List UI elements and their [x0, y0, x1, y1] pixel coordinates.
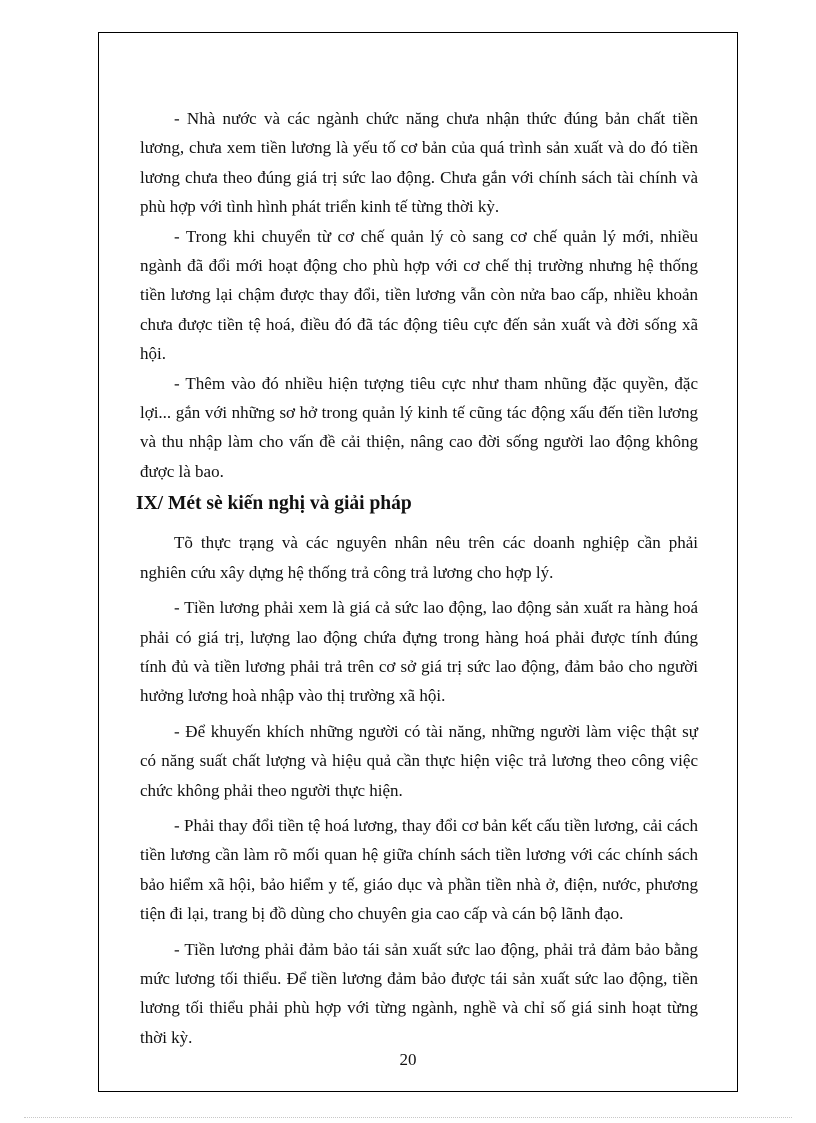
paragraph: Tõ thực trạng và các nguyên nhân nêu trên các doanh nghiệp cần phải nghiên cứu xây dựng hệ thống trả công trả lương cho hợp lý. — [140, 533, 698, 582]
section-heading: IX/ Mét sè kiến nghị và giải pháp — [136, 493, 412, 515]
bottom-divider — [24, 1117, 792, 1118]
document-body — [136, 104, 698, 1052]
paragraph: - Thêm vào đó nhiều hiện tượng tiêu cực như tham nhũng đặc quyền, đặc lợi... gắn với những sơ hở trong quản lý kinh tế cũng tác động xấu đến tiền lương và thu nhập làm cho vấn đề cải thiện, nâng cao đời sống người lao động không được là bao. — [140, 373, 698, 481]
page-number: 20 — [399, 1050, 417, 1069]
paragraph: - Nhà nước và các ngành chức năng chưa nhận thức đúng bản chất tiền lương, chưa xem tiền lương là yếu tố cơ bản của quá trình sản xuất và do đó tiền lương chưa theo đúng giá trị sức lao động. Chưa gắn với chính sách tài chính và phù hợp với tình hình phát triển kinh tế từng thời kỳ. — [140, 109, 698, 217]
paragraph: - Trong khi chuyển từ cơ chế quản lý cò sang cơ chế quản lý mới, nhiều ngành đã đổi mới hoạt động cho phù hợp với cơ chế thị trường nhưng hệ thống tiền lương lại chậm được thay đổi, tiền lương vẫn còn nửa bao cấp, nhiều khoản chưa được tiền tệ hoá, điều đó đã tác động tiêu cực đến sản xuất và đời sống xã hội. — [140, 226, 698, 364]
paragraph: - Để khuyến khích những người có tài năng, những người làm việc thật sự có năng suất chất lượng và hiệu quả cần thực hiện việc trả lương theo công việc chức không phải theo người thực hiện. — [140, 721, 698, 800]
paragraph: - Tiền lương phải xem là giá cả sức lao động, lao động sản xuất ra hàng hoá phải có giá trị, lượng lao động chứa đựng trong hàng hoá phải được tính đúng tính đủ và tiền lương phải trả trên cơ sở giá trị sức lao động, đảm bảo cho người hưởng lương hoà nhập vào thị trường xã hội. — [140, 598, 698, 706]
paragraph: - Phải thay đổi tiền tệ hoá lương, thay đổi cơ bản kết cấu tiền lương, cải cách tiền lương cần làm rõ mối quan hệ giữa chính sách tiền lương với các chính sách bảo hiểm xã hội, bảo hiểm y tế, giáo dục và phần tiền nhà ở, điện, nước, phương tiện đi lại, trang bị đồ dùng cho chuyên gia cao cấp và cán bộ lãnh đạo. — [140, 815, 698, 924]
paragraph: - Tiền lương phải đảm bảo tái sản xuất sức lao động, phải trả đảm bảo bằng mức lương tối thiểu. Để tiền lương đảm bảo được tái sản xuất sức lao động, tiền lương tối thiểu phải phù hợp với từng ngành, nghề và chỉ số giá sinh hoạt từng thời kỳ. — [140, 939, 698, 1047]
